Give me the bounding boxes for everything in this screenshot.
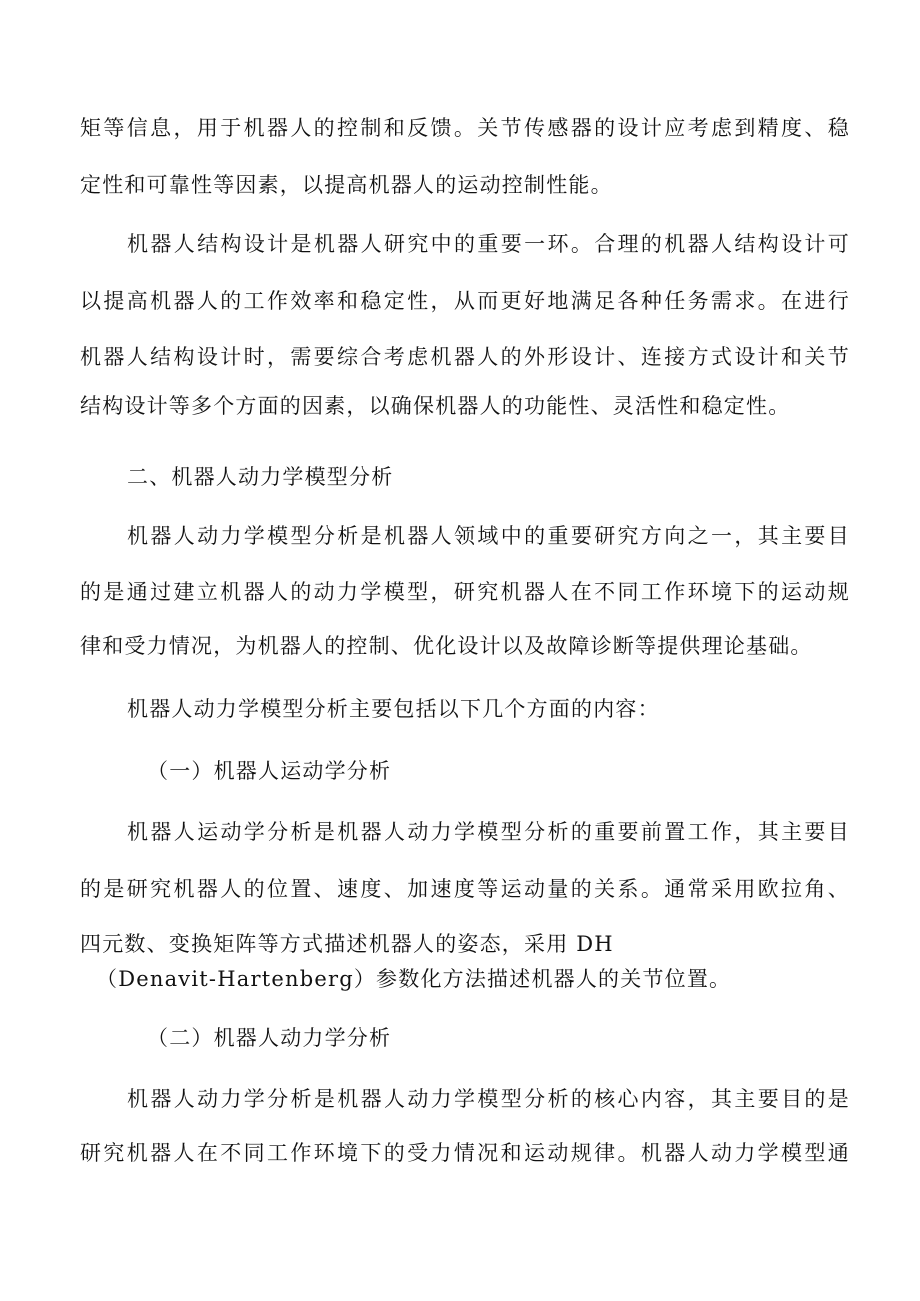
paragraph-line: 机器人动力学模型分析是机器人领域中的重要研究方向之一，其主要目: [127, 524, 850, 548]
paragraph-line: 结构设计等多个方面的因素，以确保机器人的功能性、灵活性和稳定性。: [80, 394, 791, 418]
paragraph-line: 机器人运动学分析是机器人动力学模型分析的重要前置工作，其主要目: [127, 820, 850, 844]
paragraph-line: 机器人结构设计时，需要综合考虑机器人的外形设计、连接方式设计和关节: [80, 345, 850, 369]
paragraph-line: 机器人动力学模型分析主要包括以下几个方面的内容：: [127, 697, 660, 721]
paragraph-line: （Denavit-Hartenberg）参数化方法描述机器人的关节位置。: [96, 967, 732, 991]
paragraph-line: 的是通过建立机器人的动力学模型，研究机器人在不同工作环境下的运动规: [80, 580, 850, 604]
subsection-heading: （二）机器人动力学分析: [147, 1026, 392, 1050]
paragraph-line: 研究机器人在不同工作环境下的受力情况和运动规律。机器人动力学模型通: [80, 1141, 850, 1165]
subsection-heading: （一）机器人运动学分析: [147, 759, 392, 783]
paragraph-line: 机器人动力学分析是机器人动力学模型分析的核心内容，其主要目的是: [127, 1087, 850, 1111]
section-heading: 二、机器人动力学模型分析: [127, 465, 394, 489]
paragraph-line: 四元数、变换矩阵等方式描述机器人的姿态，采用 DH: [80, 932, 614, 956]
paragraph-line: 矩等信息，用于机器人的控制和反馈。关节传感器的设计应考虑到精度、稳: [80, 116, 850, 140]
paragraph-line: 以提高机器人的工作效率和稳定性，从而更好地满足各种任务需求。在进行: [80, 289, 850, 313]
paragraph-line: 机器人结构设计是机器人研究中的重要一环。合理的机器人结构设计可: [127, 232, 850, 256]
paragraph-line: 的是研究机器人的位置、速度、加速度等运动量的关系。通常采用欧拉角、: [80, 877, 850, 901]
paragraph-line: 律和受力情况，为机器人的控制、优化设计以及故障诊断等提供理论基础。: [80, 634, 813, 658]
paragraph-line: 定性和可靠性等因素，以提高机器人的运动控制性能。: [80, 173, 613, 197]
